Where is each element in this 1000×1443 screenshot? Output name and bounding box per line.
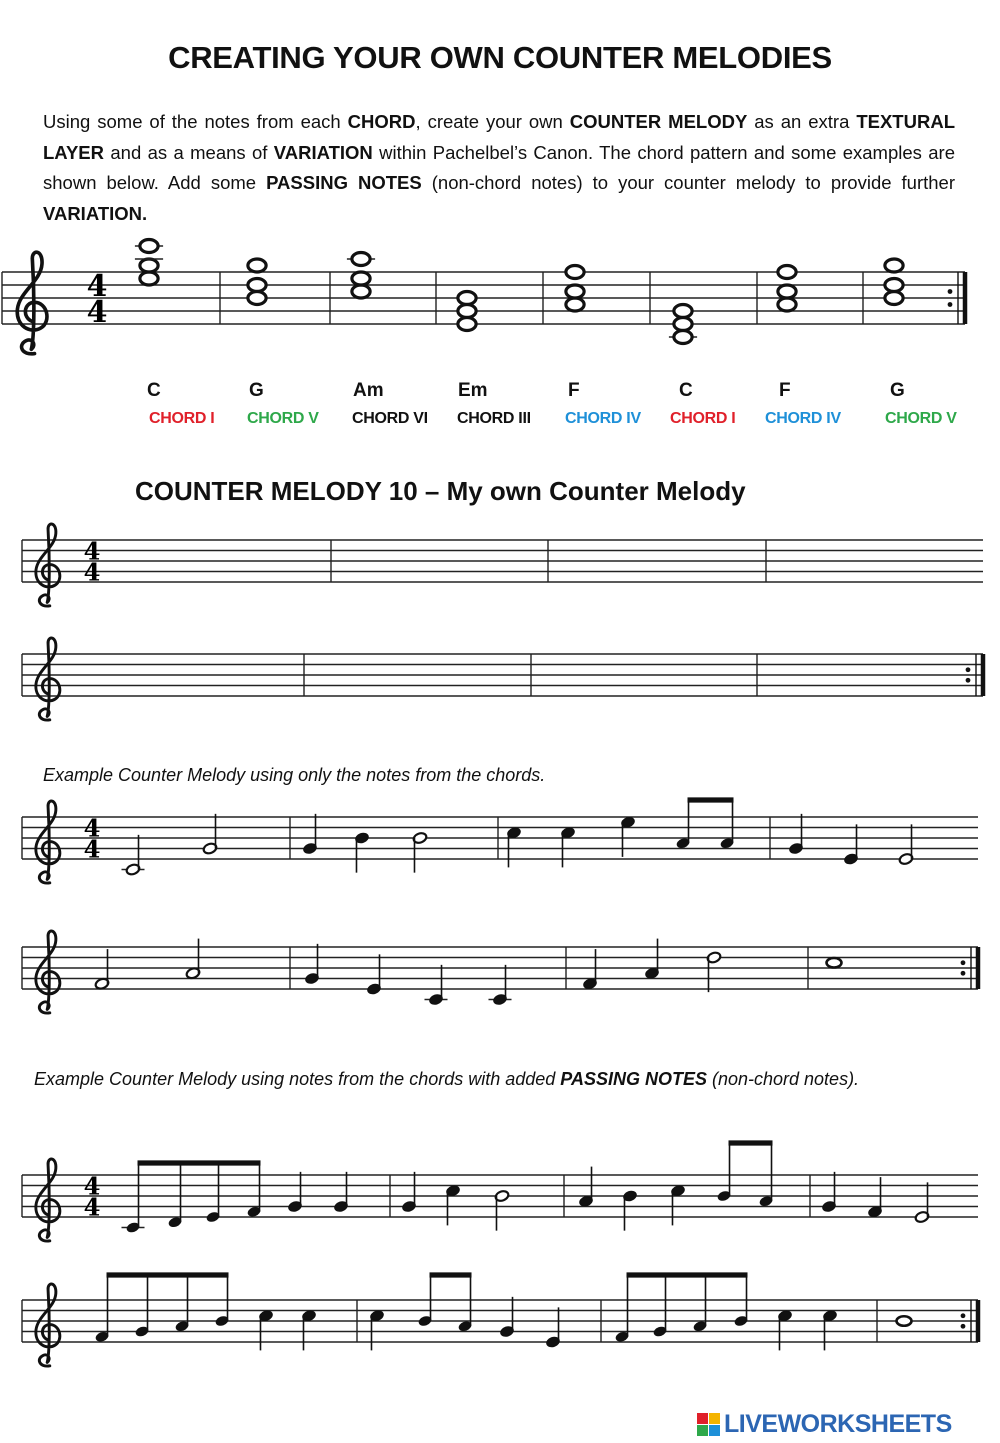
- treble-clef-icon: [36, 638, 60, 720]
- chord-name: F: [568, 380, 580, 401]
- repeat-dot: [961, 1324, 966, 1329]
- chord-roman-label: CHORD IV: [565, 410, 641, 427]
- chord-note: [778, 266, 796, 279]
- repeat-dot: [961, 971, 966, 976]
- chord-note: [248, 279, 266, 292]
- chord-note: [352, 253, 370, 266]
- repeat-dot: [961, 960, 966, 965]
- treble-clef-icon: [36, 1284, 60, 1366]
- example1-caption: Example Counter Melody using only the notes from the chords.: [43, 765, 546, 785]
- time-signature-bottom: 4: [83, 557, 101, 587]
- chord-roman-label: CHORD I: [149, 410, 215, 427]
- repeat-dot: [966, 678, 971, 683]
- chord-note: [674, 305, 692, 318]
- chord-roman-label: CHORD III: [457, 410, 531, 427]
- chord-note: [140, 259, 158, 272]
- chord-note: [885, 259, 903, 272]
- chord-note: [566, 266, 584, 279]
- chord-name: G: [249, 380, 264, 401]
- chord-note: [674, 318, 692, 331]
- time-signature-bottom: 4: [83, 834, 101, 864]
- chord-note: [674, 331, 692, 344]
- chord-note: [248, 259, 266, 272]
- repeat-dot: [948, 289, 953, 294]
- chord-roman-label: CHORD V: [247, 410, 319, 427]
- treble-clef-icon: [36, 801, 60, 883]
- example2-caption: Example Counter Melody using notes from the chords with added PASSING NOTES (non-chord notes).: [34, 1069, 860, 1089]
- repeat-dot: [961, 1313, 966, 1318]
- chord-note: [885, 292, 903, 305]
- chord-note: [140, 272, 158, 285]
- repeat-dot: [948, 302, 953, 307]
- chord-name: Am: [353, 380, 384, 401]
- chord-note: [140, 240, 158, 253]
- chord-name: C: [147, 380, 161, 401]
- chord-note: [458, 318, 476, 331]
- chord-note: [248, 292, 266, 305]
- chord-name: Em: [458, 380, 488, 401]
- whole-note: [897, 1316, 912, 1325]
- liveworksheets-watermark: LIVEWORKSHEETS: [724, 1410, 952, 1438]
- chord-note: [458, 305, 476, 318]
- chord-note: [885, 279, 903, 292]
- chord-roman-label: CHORD V: [885, 410, 957, 427]
- whole-note: [827, 958, 842, 967]
- chord-roman-label: CHORD I: [670, 410, 736, 427]
- treble-clef-icon: [36, 931, 60, 1013]
- chord-note: [566, 285, 584, 298]
- chord-note: [778, 298, 796, 311]
- time-signature-top: 4: [83, 1171, 101, 1201]
- treble-clef-icon: [36, 524, 60, 606]
- chord-note: [778, 285, 796, 298]
- intro-paragraph: Using some of the notes from each CHORD, create your own COUNTER MELODY as an extra TEXTURAL LAYER and as a means of VARIATION within Pachelbel’s Canon. The chord pattern and some examples are shown below. Add some PASSING NOTES (non-chord notes) to your counter melody to provide further VARIATION.: [43, 111, 955, 224]
- chord-note: [352, 272, 370, 285]
- chord-name: G: [890, 380, 905, 401]
- chord-roman-label: CHORD IV: [765, 410, 841, 427]
- time-signature-bottom: 4: [86, 295, 108, 331]
- page-title: CREATING YOUR OWN COUNTER MELODIES: [168, 40, 832, 75]
- time-signature-bottom: 4: [83, 1192, 101, 1222]
- time-signature-top: 4: [83, 813, 101, 843]
- treble-clef-icon: [36, 1159, 60, 1241]
- chord-name: F: [779, 380, 791, 401]
- chord-note: [458, 292, 476, 305]
- chord-note: [566, 298, 584, 311]
- counter-melody-heading: COUNTER MELODY 10 – My own Counter Melody: [135, 476, 746, 506]
- time-signature-top: 4: [86, 269, 108, 305]
- chord-name: C: [679, 380, 693, 401]
- time-signature-top: 4: [83, 536, 101, 566]
- treble-clef-icon: [17, 252, 47, 354]
- chord-roman-label: CHORD VI: [352, 410, 428, 427]
- chord-note: [352, 285, 370, 298]
- repeat-dot: [966, 667, 971, 672]
- liveworksheets-logo-icon: [697, 1413, 721, 1437]
